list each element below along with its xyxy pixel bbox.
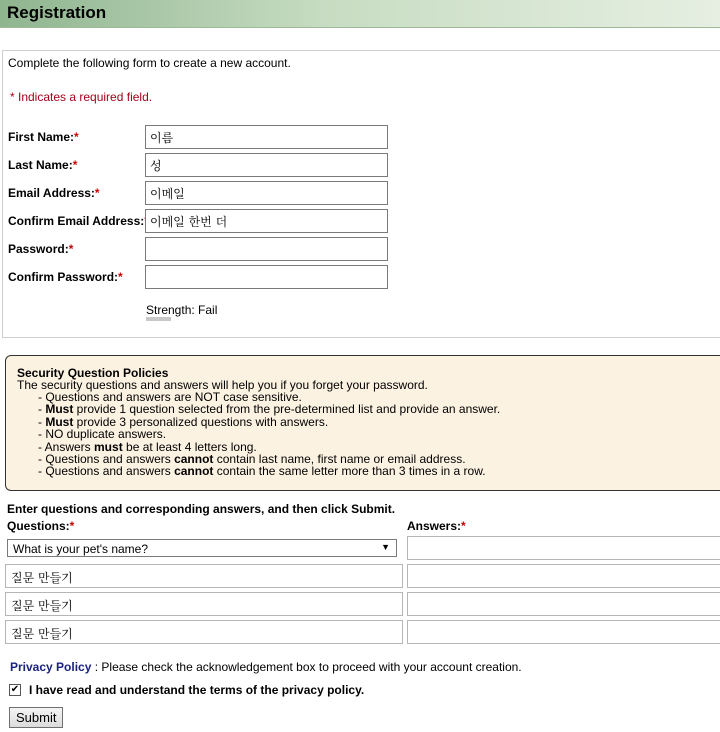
policy-item: - Must provide 1 question selected from the pre-determined list and provide an answer.: [38, 402, 501, 417]
password-input[interactable]: [145, 237, 388, 261]
acknowledge-label: I have read and understand the terms of the privacy policy.: [29, 683, 365, 697]
first-name-row: [3, 125, 703, 149]
policy-item: - NO duplicate answers.: [38, 427, 167, 442]
confirm-email-label: Confirm Email Address:: [8, 214, 145, 228]
answer-input-2[interactable]: [407, 564, 720, 588]
policy-item: - Must provide 3 personalized questions with answers.: [38, 414, 329, 429]
confirm-password-label: Confirm Password:*: [8, 270, 123, 284]
questions-label: Questions:*: [7, 519, 75, 533]
privacy-notice: Privacy Policy : Please check the acknowledgement box to proceed with your account creation.: [10, 660, 522, 674]
dropdown-arrow-icon: ▼: [381, 542, 390, 552]
first-name-input[interactable]: 이름: [145, 125, 388, 149]
password-label: Password:*: [8, 242, 74, 256]
qa-instructions: Enter questions and corresponding answers, and then click Submit.: [7, 502, 396, 516]
acknowledge-checkbox[interactable]: ✔: [10, 684, 20, 695]
answers-label: Answers:*: [407, 519, 466, 533]
policy-item: - Questions and answers are NOT case sensitive.: [38, 390, 302, 404]
custom-question-input-2[interactable]: 질문 만들기: [5, 592, 403, 616]
custom-question-input-3[interactable]: 질문 만들기: [5, 620, 403, 644]
answer-input-4[interactable]: [407, 620, 720, 644]
confirm-password-row: [3, 265, 703, 289]
first-name-label: First Name:*: [8, 130, 79, 144]
required-note: * Indicates a required field.: [10, 90, 153, 104]
password-strength-bar: [146, 317, 171, 321]
last-name-row: [3, 153, 703, 177]
policy-title: Security Question Policies: [17, 366, 169, 380]
answer-input-3[interactable]: [407, 592, 720, 616]
question-select[interactable]: [7, 539, 397, 557]
password-row: [3, 237, 703, 261]
confirm-email-row: [3, 209, 703, 233]
last-name-label: Last Name:*: [8, 158, 78, 172]
form-intro: Complete the following form to create a new account.: [8, 56, 291, 70]
security-policy-box: [5, 355, 720, 491]
last-name-input[interactable]: 성: [145, 153, 388, 177]
email-input[interactable]: 이메일: [145, 181, 388, 205]
policy-item: - Questions and answers cannot contain last name, first name or email address.: [38, 452, 466, 467]
policy-list: [38, 391, 500, 478]
submit-button[interactable]: Submit: [9, 707, 63, 728]
privacy-policy-link[interactable]: Privacy Policy: [10, 660, 92, 674]
policy-item: - Questions and answers cannot contain the same letter more than 3 times in a row.: [38, 464, 486, 479]
custom-question-input-1[interactable]: 질문 만들기: [5, 564, 403, 588]
confirm-password-input[interactable]: [145, 265, 388, 289]
answer-input-1[interactable]: [407, 536, 720, 560]
account-info-panel: [2, 50, 720, 338]
confirm-email-input[interactable]: 이메일 한번 더: [145, 209, 388, 233]
selected-question: What is your pet's name?: [13, 542, 149, 556]
page-title: Registration: [7, 3, 107, 22]
password-strength-text: Strength: Fail: [146, 303, 218, 317]
email-label: Email Address:*: [8, 186, 100, 200]
email-row: [3, 181, 703, 205]
policy-intro: The security questions and answers will help you if you forget your password.: [17, 378, 428, 392]
policy-item: - Answers must be at least 4 letters long.: [38, 439, 257, 454]
page-header: [0, 0, 720, 28]
